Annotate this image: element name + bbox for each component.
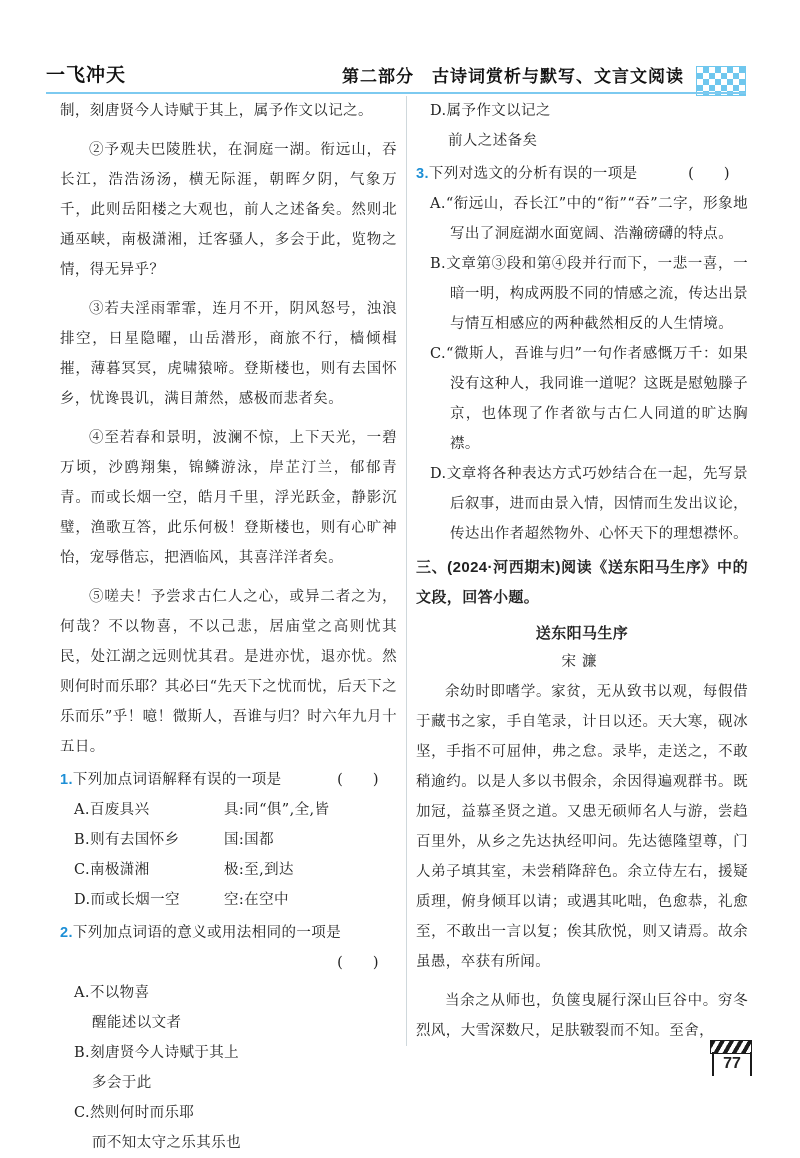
option-b-compare: 多会于此 [92,1075,152,1091]
article-author: 宋濂 [561,654,603,670]
option-c[interactable]: C.“微斯人，吾谁与归”一句作者感慨万千：如果没有这种人，我同谁一道呢？这既是慰勉滕子京，也体现了作者欲与古仁人同道的旷达胸襟。 [430,346,748,452]
page-header [0,0,800,100]
option-a[interactable]: A.“衔远山，吞长江”中的“衔”“吞”二字，形象地写出了洞庭湖水面宽阔、浩瀚磅礴的特点。 [430,196,748,242]
option-c-compare: 而不知太守之乐其乐也 [92,1135,241,1151]
passage-paragraph-4: ④至若春和景明，波澜不惊，上下天光，一碧万顷，沙鸥翔集，锦鳞游泳，岸芷汀兰，郁郁青青。而或长烟一空，皓月千里，浮光跃金，静影沉璧，渔歌互答，此乐何极！登斯楼也，则有心旷神怡，宠辱偕忘，把酒临风，其喜洋洋者矣。 [60,430,397,566]
section-title: 第二部分 古诗词赏析与默写、文言文阅读 [342,67,684,87]
question-3-stem [416,159,748,189]
passage-paragraph-1: 制，刻唐贤今人诗赋于其上，属予作文以记之。 [60,103,373,119]
question-2-stem [60,918,397,948]
column-divider [406,96,407,1046]
option-a-compare: 醒能述以文者 [92,1015,182,1031]
option-d[interactable]: D.属予作文以记之 [430,103,551,119]
passage-paragraph-2: ②予观夫巴陵胜状，在洞庭一湖。衔远山，吞长江，浩浩汤汤，横无际涯，朝晖夕阴，气象万千，此则岳阳楼之大观也，前人之述备矣。然则北通巫峡，南极潇湘，迁客骚人，多会于此，览物之情，得无异乎？ [60,142,397,278]
option-d-compare: 前人之述备矣 [448,133,538,149]
section-3-heading: 三、(2024·河西期末)阅读《送东阳马生序》中的文段，回答小题。 [416,559,748,606]
logo: 一飞冲天 [46,64,127,86]
question-3-number: 3. [416,166,429,182]
header-rule [46,92,746,94]
article-title: 送东阳马生序 [535,625,629,642]
right-column [416,96,748,1046]
passage-paragraph-5: ⑤嗟夫！予尝求古仁人之心，或异二者之为，何哉？不以物喜，不以己悲，居庙堂之高则忧其民，处江湖之远则忧其君。是进亦忧，退亦忧。然则何时而乐耶？其必曰“先天下之忧而忧，后天下之乐而乐”乎！噫！微斯人，吾谁与归？时六年九月十五日。 [60,589,397,755]
option-b[interactable]: B.刻唐贤今人诗赋于其上 [74,1045,240,1061]
question-3 [416,159,748,549]
answer-paren[interactable]: ( ) [337,955,379,971]
question-2-text: 下列加点词语的意义或用法相同的一项是 [72,925,342,941]
question-2-number: 2. [60,925,73,941]
question-1 [60,765,397,915]
option-c[interactable]: C.南极潇湘 极:至,到达 [74,862,294,878]
option-d[interactable]: D.而或长烟一空 空:在空中 [74,892,289,908]
question-3-text: 下列对选文的分析有误的一项是 [428,166,638,182]
option-a[interactable]: A.不以物喜 [74,985,150,1001]
question-2 [60,918,397,1158]
option-d[interactable]: D.文章将各种表达方式巧妙结合在一起，先写景后叙事，进而由景入情，因情而生发出议论，传达出作者超然物外、心怀天下的理想襟怀。 [430,466,748,542]
page-number-badge [710,1040,750,1078]
passage-paragraph-3: ③若夫淫雨霏霏，连月不开，阴风怒号，浊浪排空，日星隐曜，山岳潜形，商旅不行，樯倾楫摧，薄暮冥冥，虎啸猿啼。登斯楼也，则有去国怀乡，忧谗畏讥，满目萧然，感极而悲者矣。 [60,301,397,407]
page-number: 77 [712,1052,752,1076]
option-b[interactable]: B.文章第③段和第④段并行而下，一悲一喜，一暗一明，构成两股不同的情感之流，传达出景与情互相感应的两种截然相反的人生情境。 [430,256,748,332]
question-1-text: 下列加点词语解释有误的一项是 [72,772,282,788]
question-1-number: 1. [60,772,73,788]
question-2-paren-line [60,948,397,978]
article-paragraph-1: 余幼时即嗜学。家贫，无从致书以观，每假借于藏书之家，手自笔录，计日以还。天大寒，砚冰坚，手指不可屈伸，弗之怠。录毕，走送之，不敢稍逾约。以是人多以书假余，余因得遍观群书。既加冠，益慕圣贤之道。又患无硕师名人与游，尝趋百里外，从乡之先达执经叩问。先达德隆望尊，门人弟子填其室，未尝稍降辞色。余立侍左右，援疑质理，俯身倾耳以请；或遇其叱咄，色愈恭，礼愈至，不敢出一言以复；俟其欣悦，则又请焉。故余虽愚，卒获有所闻。 [416,684,748,970]
option-c[interactable]: C.然则何时而乐耶 [74,1105,195,1121]
option-b[interactable]: B.则有去国怀乡 国:国都 [74,832,274,848]
option-a[interactable]: A.百废具兴 具:同“俱”,全,皆 [74,802,330,818]
left-column [60,96,397,1158]
answer-paren[interactable]: ( ) [688,166,730,182]
answer-paren[interactable]: ( ) [337,772,379,788]
article-paragraph-2: 当余之从师也，负箧曳屣行深山巨谷中。穷冬烈风，大雪深数尺，足肤皲裂而不知。至舍， [416,993,748,1039]
question-1-stem [60,765,397,795]
